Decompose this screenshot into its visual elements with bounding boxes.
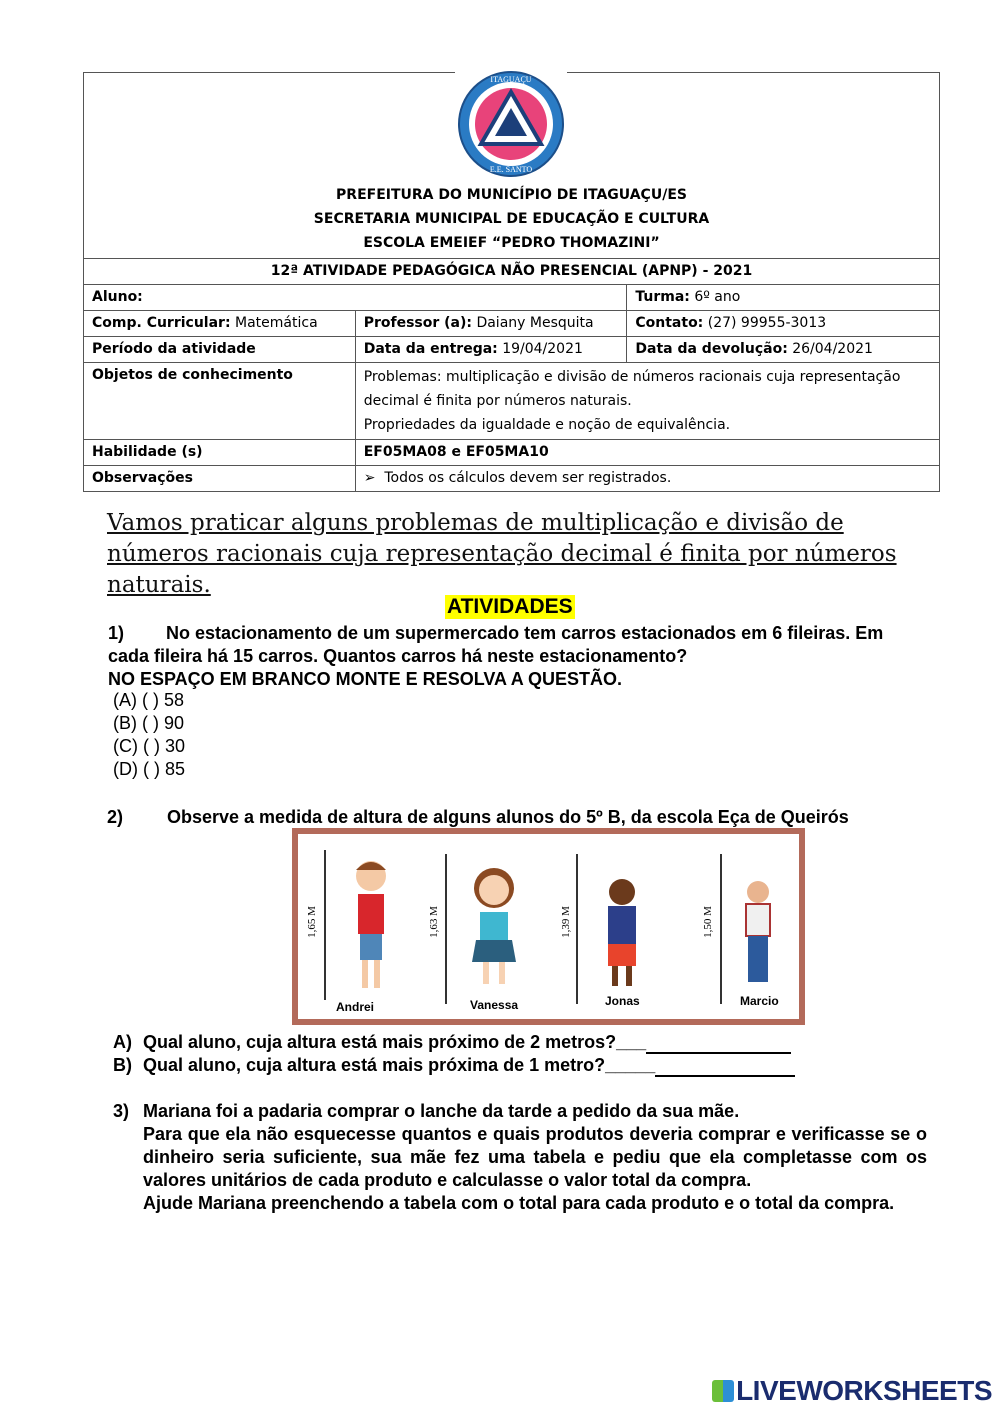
devolucao-cell: Data da devolução: 26/04/2021 [627,337,940,363]
school-heading: ESCOLA EMEIEF “PEDRO THOMAZINI” [363,235,660,251]
professor-cell: Professor (a): Daiany Mesquita [355,311,627,337]
vanessa-illustration [466,862,522,992]
turma-cell: Turma: 6º ano [627,285,940,311]
student-name: Vanessa [470,998,519,1012]
student-heights-figure [292,828,805,1025]
contato-cell: Contato: (27) 99955-3013 [627,311,940,337]
q1-option-b[interactable]: (B) ( ) 90 [113,713,185,733]
question-3: 3) Mariana foi a padaria comprar o lanche da tarde a pedido da sua mãe. Para que ela não esquecesse quantos e quais produtos deveria comprar e verificasse se o dinheiro seria suficiente, sua mãe fez uma tabela e pediu que ela completasse com os valores unitários de cada produto e calculasse o valor total da compra. Ajude Mariana preenchendo a tabela com o total para cada produto e o total da compra. [113,1101,927,1213]
height-label: 1,50 M [701,906,714,938]
svg-text:ITAGUAÇU: ITAGUAÇU [490,75,532,84]
q2-part-b: B) Qual aluno, cuja altura está mais próxima de 1 metro?_____ [113,1054,795,1077]
secretaria-heading: SECRETARIA MUNICIPAL DE EDUCAÇÃO E CULTURA [313,211,710,227]
jonas-illustration [600,876,644,991]
obs-label: Observações [84,466,356,492]
entrega-cell: Data da entrega: 19/04/2021 [355,337,627,363]
student-name: Andrei [336,1000,375,1014]
question-2: 2) Observe a medida de altura de alguns alunos do 5º B, da escola Eça de Queirós [107,807,849,827]
habilidade-cell: EF05MA08 e EF05MA10 [355,440,939,466]
arrow-bullet-icon: ➢ [363,470,385,486]
activity-title: 12ª ATIVIDADE PEDAGÓGICA NÃO PRESENCIAL (APNP) - 2021 [84,259,940,285]
obs-cell: ➢ Todos os cálculos devem ser registrados. [355,466,939,492]
student-name: Jonas [605,994,640,1008]
objetos-label: Objetos de conhecimento [84,363,356,440]
height-label: 1,65 M [305,906,318,938]
comp-cell: Comp. Curricular: Matemática [84,311,356,337]
q2-part-a: A) Qual aluno, cuja altura está mais próximo de 2 metros?___ [113,1031,791,1054]
objetos-cell: Problemas: multiplicação e divisão de números racionais cuja representação decimal é finita por números naturais. Propriedades da igualdade e noção de equivalência. [355,363,939,440]
prefeitura-heading: PREFEITURA DO MUNICÍPIO DE ITAGUAÇU/ES [336,187,687,203]
andrei-illustration [346,856,396,996]
info-table [83,258,940,492]
municipality-seal-logo [455,68,567,180]
student-name: Marcio [740,994,779,1008]
q2b-answer-input[interactable] [655,1057,795,1077]
q1-option-d[interactable]: (D) ( ) 85 [113,759,185,779]
intro-text: Vamos praticar alguns problemas de multiplicação e divisão de números racionais cuja representação decimal é finita por números naturais. [107,510,897,598]
liveworksheets-icon [712,1380,734,1402]
periodo-cell: Período da atividade [84,337,356,363]
habilidade-label: Habilidade (s) [84,440,356,466]
q1-option-c[interactable]: (C) ( ) 30 [113,736,185,756]
height-label: 1,39 M [559,906,572,938]
q1-option-a[interactable]: (A) ( ) 58 [113,690,185,710]
marcio-illustration [738,878,778,990]
height-label: 1,63 M [427,906,440,938]
q2a-answer-input[interactable] [646,1034,791,1054]
liveworksheets-logo: LIVEWORKSHEETS [712,1375,992,1407]
atividades-heading: ATIVIDADES [447,595,573,618]
svg-text:E.E. SANTO: E.E. SANTO [489,165,533,174]
question-1: 1) No estacionamento de um supermercado tem carros estacionados em 6 fileiras. Em cada fileira há 15 carros. Quantos carros há neste estacionamento? NO ESPAÇO EM BRANCO MONTE E RESOLVA A QUESTÃO. [108,622,928,691]
student-name-field[interactable]: Aluno: [84,285,627,311]
q1-instruction: NO ESPAÇO EM BRANCO MONTE E RESOLVA A QUESTÃO. [108,669,623,689]
